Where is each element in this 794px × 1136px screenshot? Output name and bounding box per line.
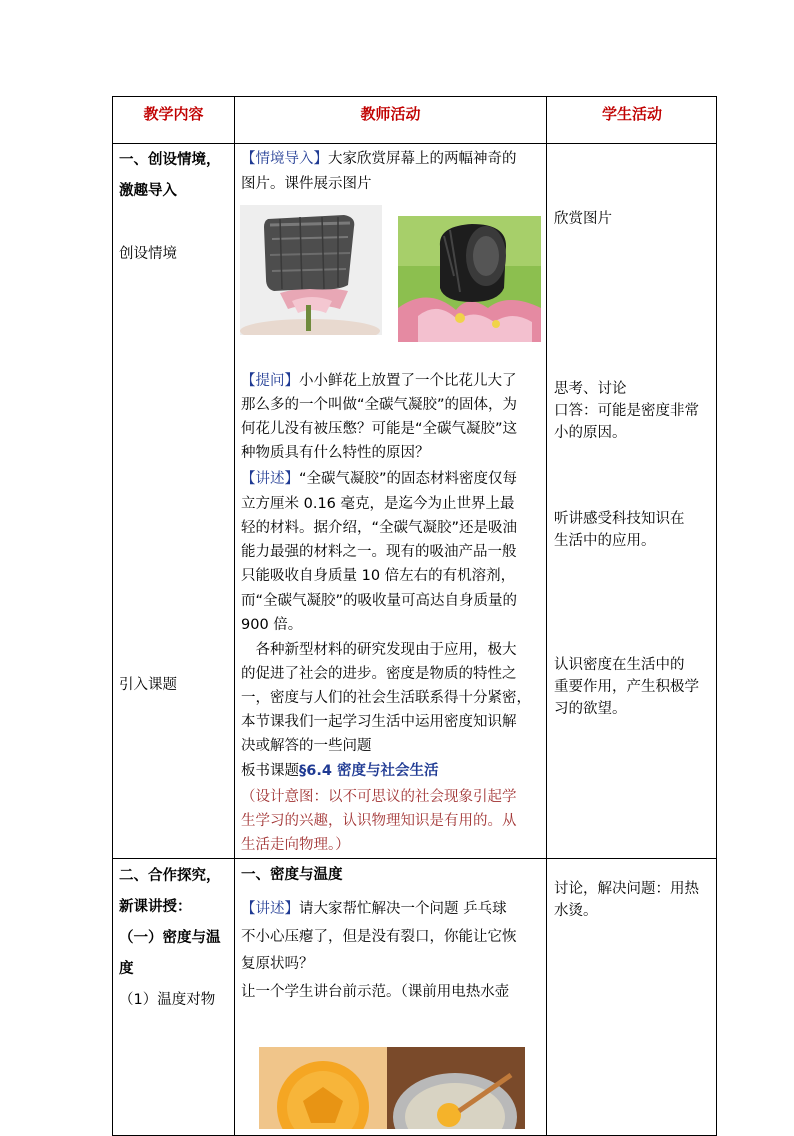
subsection-label: 创设情境 — [119, 246, 177, 262]
header-content: 教学内容 — [143, 105, 204, 123]
paragraph: 小小鲜花上放置了一个比花儿大了 — [299, 373, 517, 389]
board-title: §6.4 密度与社会生活 — [299, 763, 439, 779]
lesson-table — [112, 96, 717, 1136]
column-divider — [546, 97, 547, 1135]
paragraph: 不小心压瘪了，但是没有裂口，你能让它恢 — [241, 929, 517, 945]
paragraph: 的促进了社会的进步。密度是物质的特性之 — [241, 666, 517, 682]
student-activity: 思考、讨论 — [554, 381, 627, 397]
paragraph: 让一个学生讲台前示范。（课前用电热水壶 — [241, 984, 510, 1000]
column-divider — [234, 97, 235, 1135]
paragraph: 复原状吗？ — [241, 956, 314, 972]
student-activity: 听讲感受科技知识在 — [554, 511, 685, 527]
subsection-title: 度 — [119, 961, 134, 977]
student-activity: 欣赏图片 — [554, 211, 612, 227]
ping-pong-photo — [259, 1047, 525, 1129]
section-title: 激趣导入 — [119, 183, 177, 199]
paragraph: 各种新型材料的研究发现由于应用，极大 — [241, 642, 517, 658]
row-divider — [113, 858, 716, 859]
tag-label: 【讲述】 — [241, 901, 299, 917]
paragraph: 请大家帮忙解决一个问题 乒乓球 — [299, 901, 507, 917]
tag-label: 【情境导入】 — [241, 151, 328, 167]
paragraph: 只能吸收自身质量 10 倍左右的有机溶剂， — [241, 568, 516, 584]
paragraph: 本节课我们一起学习生活中运用密度知识解 — [241, 714, 517, 730]
tag-label: 【讲述】 — [241, 471, 299, 487]
section-title: 二、合作探究， — [119, 868, 221, 884]
paragraph: 那么多的一个叫做“全碳气凝胶”的固体，为 — [241, 397, 518, 413]
student-activity: 重要作用，产生积极学 — [554, 679, 699, 695]
student-activity: 生活中的应用。 — [554, 533, 656, 549]
section-title: 新课讲授： — [119, 899, 192, 915]
paragraph: 种物质具有什么特性的原因？ — [241, 445, 430, 461]
design-intent: 生活走向物理。） — [241, 837, 350, 853]
paragraph: 900 倍。 — [241, 617, 303, 633]
student-activity: 讨论，解决问题：用热 — [554, 881, 699, 897]
topic-heading: 一、密度与温度 — [241, 867, 343, 883]
student-activity: 习的欲望。 — [554, 701, 627, 717]
header-student: 学生活动 — [601, 105, 662, 123]
subsection-label: （1）温度对物 — [119, 992, 216, 1008]
carbon-aerogel-photo — [398, 216, 541, 342]
design-intent: 生学习的兴趣，认识物理知识是有用的。从 — [241, 813, 517, 829]
section-title: 一、创设情境， — [119, 152, 221, 168]
paragraph: 一，密度与人们的社会生活联系得十分紧密， — [241, 690, 531, 706]
student-activity: 认识密度在生活中的 — [554, 657, 685, 673]
paragraph: 大家欣赏屏幕上的两幅神奇的 — [328, 151, 517, 167]
paragraph: 轻的材料。据介绍，“全碳气凝胶”还是吸油 — [241, 520, 518, 536]
paragraph: 能力最强的材料之一。现有的吸油产品一般 — [241, 544, 517, 560]
paragraph: 何花儿没有被压憋？可能是“全碳气凝胶”这 — [241, 421, 518, 437]
header-teacher: 教师活动 — [360, 105, 421, 123]
tag-label: 【提问】 — [241, 373, 299, 389]
subsection-title: （一）密度与温 — [119, 930, 221, 946]
row-divider — [113, 143, 716, 144]
board-label: 板书课题 — [241, 763, 299, 779]
paragraph: 立方厘米 0.16 毫克，是迄今为止世界上最 — [241, 496, 515, 512]
student-activity: 水烫。 — [554, 903, 598, 919]
student-activity: 小的原因。 — [554, 425, 627, 441]
paragraph: 图片。课件展示图片 — [241, 176, 372, 192]
paragraph: 决或解答的一些问题 — [241, 738, 372, 754]
paragraph: “全碳气凝胶”的固态材料密度仅每 — [299, 471, 518, 487]
aerogel-photo — [240, 205, 382, 335]
paragraph: 而“全碳气凝胶”的吸收量可高达自身质量的 — [241, 593, 518, 609]
student-activity: 口答：可能是密度非常 — [554, 403, 699, 419]
subsection-label: 引入课题 — [119, 677, 177, 693]
design-intent: （设计意图：以不可思议的社会现象引起学 — [241, 789, 517, 805]
